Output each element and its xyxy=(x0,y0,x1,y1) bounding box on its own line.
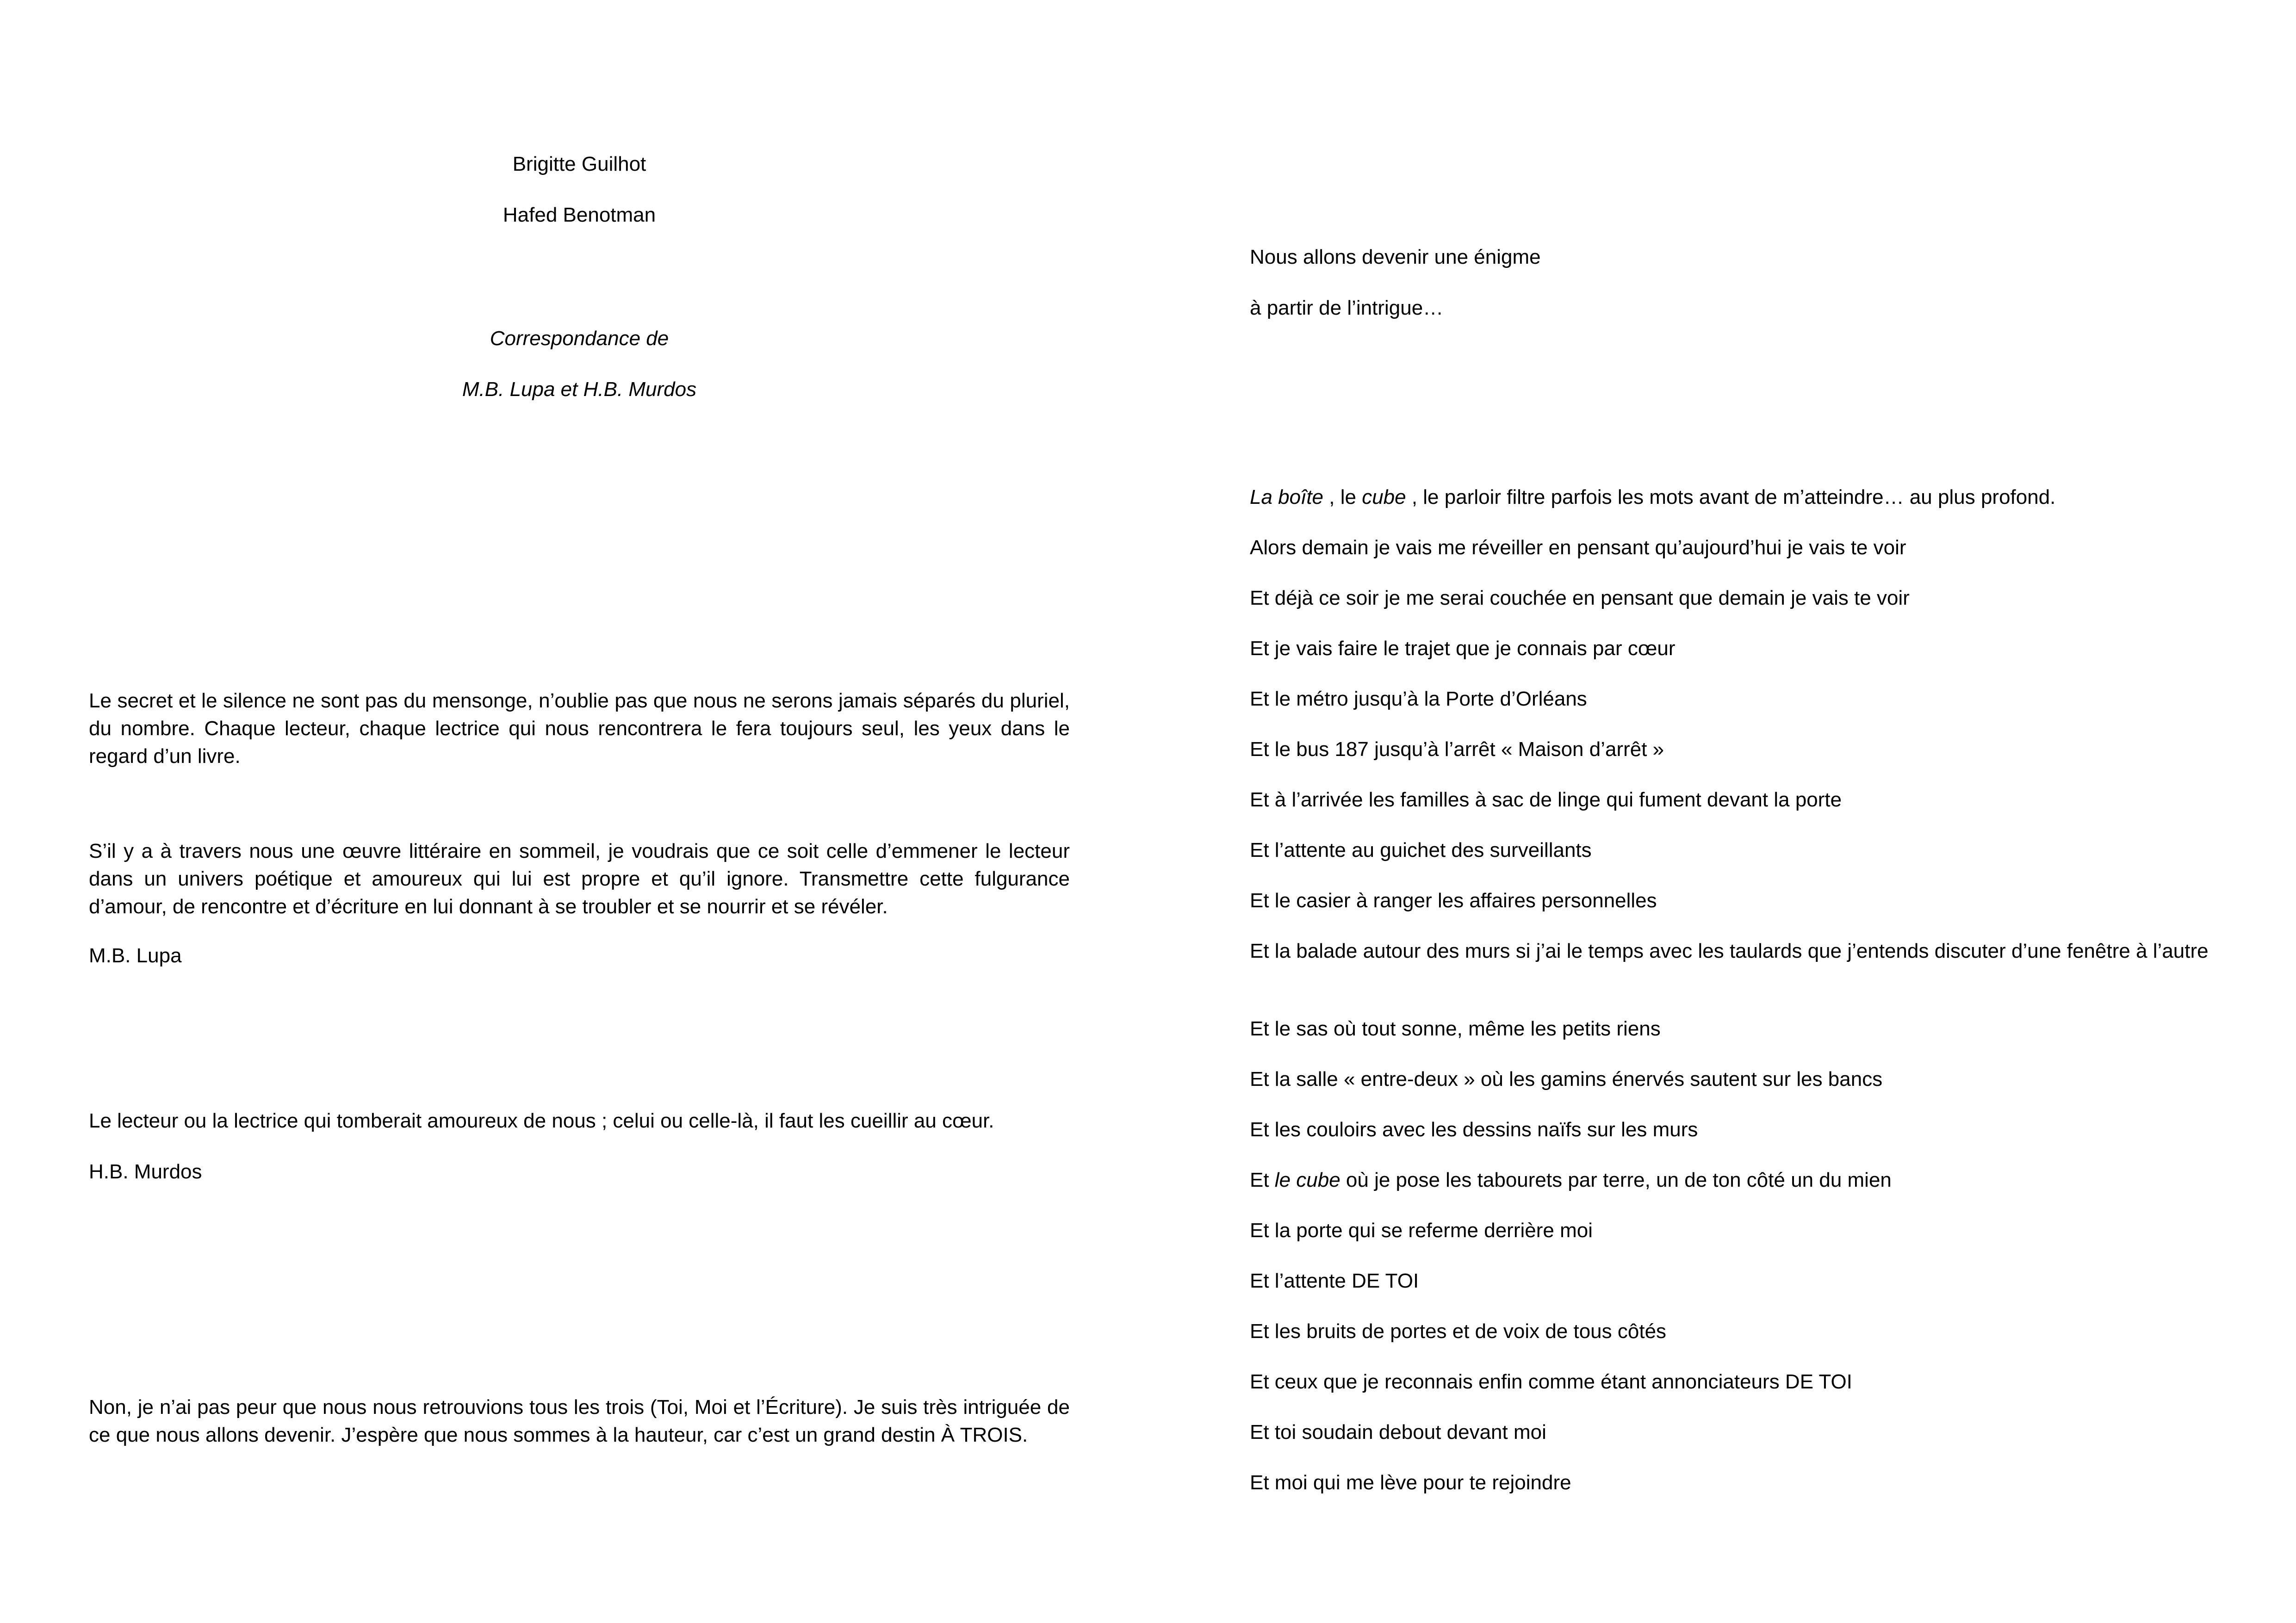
poem-line: Et déjà ce soir je me serai couchée en pensant que demain je vais te voir xyxy=(1250,587,1910,609)
poem-line: Et je vais faire le trajet que je connais par cœur xyxy=(1250,637,1675,660)
paragraph-oeuvre: S’il y a à travers nous une œuvre littéraire en sommeil, je voudrais que ce soit celle d’emmener le lecteur dans un univers poétique et amoureux qui lui est propre et qu’il ignore. Transmettre cette fulgurance d’amour, de rencontre et d’écriture en lui donnant à se troubler et se nourrir et se révéler. xyxy=(89,840,1070,918)
poem-line-balade: Et la balade autour des murs si j’ai le temps avec les taulards que j’entends discuter d’une fenêtre à l’autre xyxy=(1250,940,2209,962)
author-name-1: Brigitte Guilhot xyxy=(512,153,646,175)
subtitle-line-1: Correspondance de xyxy=(490,327,669,350)
text-segment: , le xyxy=(1323,486,1362,508)
poem-line: Et la porte qui se referme derrière moi xyxy=(1250,1219,1593,1242)
poem-line: Et ceux que je reconnais enfin comme étant annonciateurs DE TOI xyxy=(1250,1370,1852,1393)
italic-le-cube: le cube xyxy=(1274,1169,1340,1191)
paragraph-trois: Non, je n’ai pas peur que nous nous retrouvions tous les trois (Toi, Moi et l’Écriture). Je suis très intriguée de ce que nous allons devenir. J’espère que nous sommes à la hauteur, car c’est un grand destin À TROIS. xyxy=(89,1396,1070,1446)
poem-line: Et toi soudain debout devant moi xyxy=(1250,1421,1546,1443)
paragraph-secret: Le secret et le silence ne sont pas du mensonge, n’oublie pas que nous ne serons jamais séparés du pluriel, du nombre. Chaque lecteur, chaque lectrice qui nous rencontrera le fera toujours seul, les yeux dans le regard d’un livre. xyxy=(89,689,1070,768)
signature-lupa: M.B. Lupa xyxy=(89,944,182,967)
poem-line: Et le casier à ranger les affaires personnelles xyxy=(1250,889,1657,912)
text-segment: où je pose les tabourets par terre, un de ton côté un du mien xyxy=(1340,1169,1892,1191)
right-page xyxy=(1148,0,2296,1623)
poem-line: Alors demain je vais me réveiller en pensant qu’aujourd’hui je vais te voir xyxy=(1250,536,1906,559)
epigraph-line-2: à partir de l’intrigue… xyxy=(1250,297,1444,319)
signature-murdos: H.B. Murdos xyxy=(89,1160,202,1183)
poem-line: Et à l’arrivée les familles à sac de linge qui fument devant la porte xyxy=(1250,788,1842,811)
poem-line-cube xyxy=(1250,1166,2235,1194)
text-segment: , le parloir filtre parfois les mots avant de m’atteindre… au plus profond. xyxy=(1406,486,2056,508)
poem-line: Et moi qui me lève pour te rejoindre xyxy=(1250,1471,1571,1494)
poem-line: Et le sas où tout sonne, même les petits riens xyxy=(1250,1017,1661,1040)
subtitle-line-2: M.B. Lupa et H.B. Murdos xyxy=(462,378,697,401)
poem-first-line xyxy=(1250,483,2235,511)
poem-line: Et la salle « entre-deux » où les gamins énervés sautent sur les bancs xyxy=(1250,1068,1883,1090)
italic-la-boite: La boîte xyxy=(1250,486,1324,508)
poem-line: Et l’attente au guichet des surveillants xyxy=(1250,839,1592,861)
poem-line: Et les bruits de portes et de voix de tous côtés xyxy=(1250,1320,1667,1343)
paragraph-lecteur: Le lecteur ou la lectrice qui tomberait amoureux de nous ; celui ou celle-là, il faut les cueillir au cœur. xyxy=(89,1109,994,1132)
poem-line: Et les couloirs avec les dessins naïfs sur les murs xyxy=(1250,1118,1698,1141)
author-name-2: Hafed Benotman xyxy=(503,204,656,226)
poem-line: Et le métro jusqu’à la Porte d’Orléans xyxy=(1250,688,1587,710)
italic-cube: cube xyxy=(1362,486,1406,508)
text-segment: Et xyxy=(1250,1169,1275,1191)
epigraph-line-1: Nous allons devenir une énigme xyxy=(1250,246,1541,268)
poem-line: Et le bus 187 jusqu’à l’arrêt « Maison d’arrêt » xyxy=(1250,738,1664,761)
poem-line: Et l’attente DE TOI xyxy=(1250,1270,1419,1292)
